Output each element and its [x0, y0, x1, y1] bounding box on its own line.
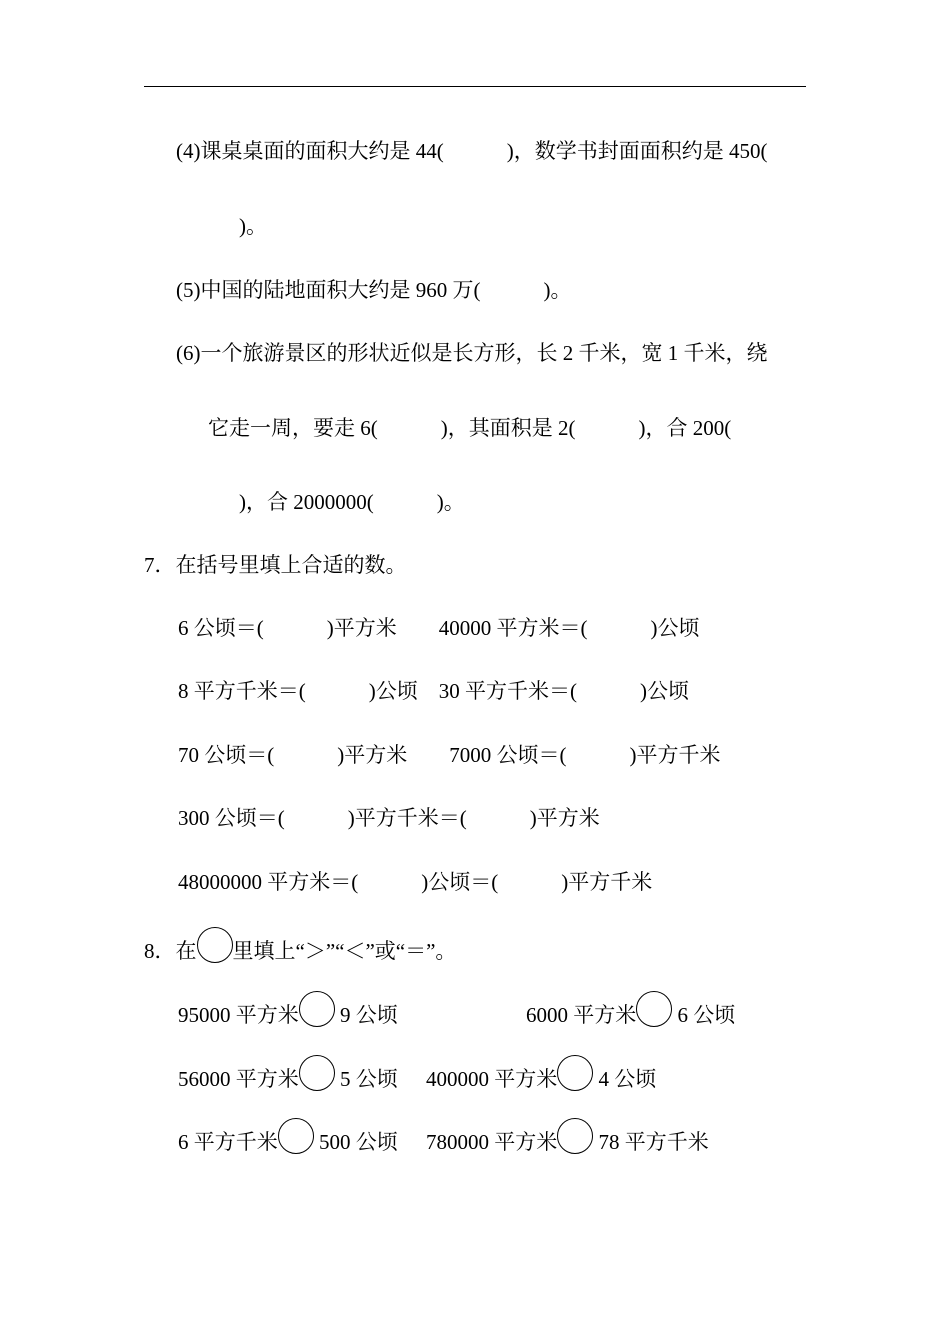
q8-item [178, 999, 398, 1035]
header-rule [144, 86, 806, 87]
q6-item6-line2: 它走一周，要走 6( )，其面积是 2( )，合 200( [208, 416, 732, 440]
q8-item-right: 5 公顷 [340, 1066, 398, 1091]
q8-item-right: 4 公顷 [598, 1066, 657, 1091]
q8-item-right: 78 平方千米 [598, 1129, 709, 1154]
q8-item [426, 1063, 656, 1099]
q6-item4-line1: (4)课桌桌面的面积大约是 44( )，数学书封面面积约是 450( [176, 139, 768, 163]
q8-item-left: 95000 平方米 [178, 1002, 299, 1027]
q7-row: 6 公顷＝( )平方米 40000 平方米＝( )公顷 [178, 616, 700, 640]
q8-item [526, 999, 735, 1035]
blank-circle [197, 927, 233, 963]
answer-circle[interactable] [557, 1055, 593, 1091]
answer-circle[interactable] [557, 1118, 593, 1154]
q8-title-a: 8．在 [144, 938, 197, 963]
q6-item4-line2: )。 [176, 214, 267, 238]
answer-circle[interactable] [636, 991, 672, 1027]
q6-item6-line3: )，合 2000000( )。 [176, 490, 465, 514]
q8-item-left: 400000 平方米 [426, 1066, 558, 1091]
q7-row: 300 公顷＝( )平方千米＝( )平方米 [178, 806, 600, 830]
q7-row: 48000000 平方米＝( )公顷＝( )平方千米 [178, 870, 653, 894]
q8-item-left: 56000 平方米 [178, 1066, 299, 1091]
q8-item-left: 6 平方千米 [178, 1129, 278, 1154]
q8-item-right: 6 公顷 [677, 1002, 736, 1027]
q8-item-left: 6000 平方米 [526, 1002, 637, 1027]
q8-item-right: 500 公顷 [319, 1129, 398, 1154]
q8-title [144, 935, 456, 971]
q8-item-right: 9 公顷 [340, 1002, 398, 1027]
q6-item6-line1: (6)一个旅游景区的形状近似是长方形，长 2 千米，宽 1 千米，绕 [176, 341, 768, 365]
answer-circle[interactable] [278, 1118, 314, 1154]
q8-item [178, 1063, 398, 1099]
q8-item [178, 1126, 398, 1162]
q8-item [426, 1126, 709, 1162]
q6-item5: (5)中国的陆地面积大约是 960 万( )。 [176, 278, 572, 302]
q8-item-left: 780000 平方米 [426, 1129, 558, 1154]
answer-circle[interactable] [299, 991, 335, 1027]
answer-circle[interactable] [299, 1055, 335, 1091]
q7-title: 7．在括号里填上合适的数。 [144, 553, 407, 577]
q8-title-b: 里填上“＞”“＜”或“＝”。 [232, 938, 457, 963]
q7-row: 70 公顷＝( )平方米 7000 公顷＝( )平方千米 [178, 743, 721, 767]
q7-row: 8 平方千米＝( )公顷 30 平方千米＝( )公顷 [178, 679, 689, 703]
